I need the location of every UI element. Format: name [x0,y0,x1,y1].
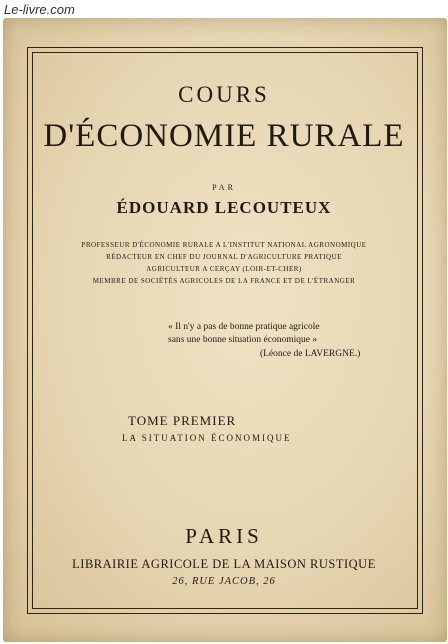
epigraph-line-2: sans une bonne situation économique » [168,335,318,345]
author-credential-2: RÉDACTEUR EN CHEF DU JOURNAL D'AGRICULTURE PRATIQUE [106,253,342,261]
publisher-name: LIBRAIRIE AGRICOLE DE LA MAISON RUSTIQUE [72,557,376,571]
publisher-address: 26, RUE JACOB, 26 [172,576,276,587]
author-credential-1: PROFESSEUR D'ÉCONOMIE RURALE A L'INSTITUT NATIONAL AGRONOMIQUE [81,241,367,249]
author-credential-4: MEMBRE DE SOCIÉTÉS AGRICOLES DE LA FRANCE ET DE L'ÉTRANGER [92,277,356,285]
main-title: D'ÉCONOMIE RURALE [43,118,405,154]
volume-label: TOME PREMIER [128,413,237,428]
author-credential-3: AGRICULTEUR A CERÇAY (LOIR-ET-CHER) [146,265,302,273]
epigraph-attribution: (Léonce de LAVERGNE.) [260,349,361,359]
series-title: COURS [178,82,270,107]
by-label: PAR [212,183,236,192]
volume-subtitle: LA SITUATION ÉCONOMIQUE [122,433,292,443]
publication-city: PARIS [185,524,263,548]
watermark-text: Le-livre.com [4,2,75,17]
epigraph-line-1: « Il n'y a pas de bonne pratique agricole [168,322,320,332]
author-name: ÉDOUARD LECOUTEUX [116,198,332,217]
